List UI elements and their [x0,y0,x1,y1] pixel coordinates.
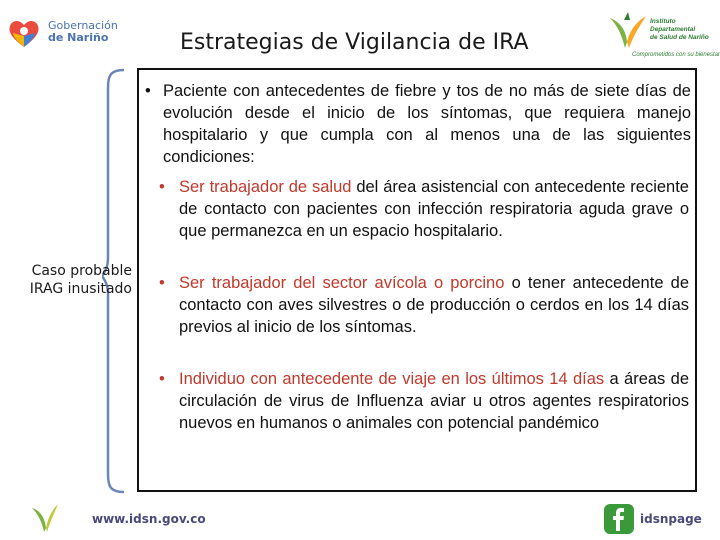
list-item [159,176,689,242]
heart-logo-icon [6,16,42,50]
social-handle[interactable]: idsnpage [640,512,702,526]
page-title: Estrategias de Vigilancia de IRA [180,30,529,55]
main-bullet [145,80,691,168]
list-item [159,272,689,338]
list-item-highlight: Ser trabajador de salud [179,178,352,196]
website-link[interactable]: www.idsn.gov.co [92,512,206,526]
gobernacion-logo [6,14,116,54]
idsn-leaf-logo-icon [30,500,60,534]
logo-right-line3: de Salud de Nariño [650,34,709,41]
bullet-icon: • [145,82,151,100]
idsn-logo [600,8,720,63]
facebook-icon[interactable] [604,504,634,534]
list-item-text: o tener antecedente de contacto con aves silvestres o de producción o cerdos en los 14 días previos al inicio de los síntomas. [179,274,689,336]
logo-left-line1: Gobernación [48,19,118,32]
main-bullet-text: Paciente con antecedentes de fiebre y tos de no más de siete días de evolución desde el inicio de los síntomas, que requiera manejo hospitalario y que cumpla con al menos una de las siguientes condiciones: [163,82,691,166]
logo-right-line2: Departamental [650,26,696,33]
logo-left-line2: de Nariño [48,31,109,44]
bullet-icon: • [159,274,165,292]
bullet-icon: • [159,370,165,388]
definition-box [137,68,697,492]
side-label-line2: IRAG inusitado [29,281,132,297]
footer-website [30,500,206,536]
logo-right-tagline: Comprometidos con su bienestar [632,52,720,58]
list-item-highlight: Ser trabajador del sector avícola o porcino [179,274,505,292]
list-item-text: del área asistencial con antecedente reciente de contacto con pacientes con infección respiratoria aguda grave o que permanezca en un espacio hospitalario. [179,178,689,240]
idsn-logo-icon [600,8,650,53]
logo-right-line1: Instituto [650,18,676,25]
list-item-text: a áreas de circulación de virus de Influenza aviar u otros agentes respiratorios nuevos en humanos o animales con potencial pandémico [179,370,690,432]
case-definition-label [14,262,132,298]
list-item-highlight: Individuo con antecedente de viaje en los últimos 14 días [179,370,605,388]
side-label-line1: Caso probable [31,263,132,279]
bullet-icon: • [159,178,165,196]
footer-social [604,500,720,536]
list-item [159,368,689,434]
